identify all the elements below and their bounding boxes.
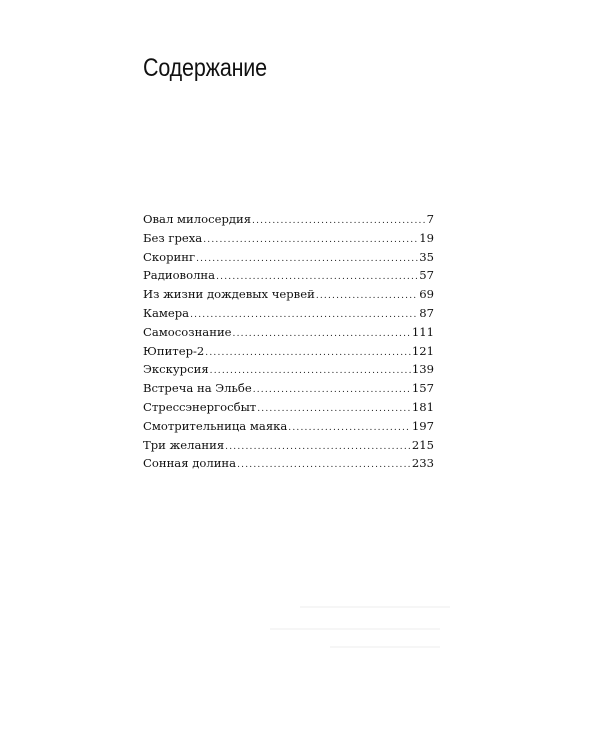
toc-leader-dots (205, 344, 411, 363)
toc-entry-title: Без греха (143, 230, 203, 245)
toc-entry-page: 19 (419, 230, 434, 245)
show-through-mark (270, 628, 440, 630)
toc-entry-title: Сонная долина (143, 456, 237, 471)
toc-entry-title: Экскурсия (143, 362, 209, 377)
toc-leader-dots (237, 456, 411, 475)
toc-entry-title: Встреча на Эльбе (143, 381, 252, 396)
toc-entry-page: 215 (411, 437, 434, 452)
toc-entry-title: Три желания (143, 437, 225, 452)
toc-leader-dots (203, 231, 418, 250)
toc-leader-dots (233, 325, 411, 344)
toc-entry-title: Из жизни дождевых червей (143, 287, 315, 302)
toc-entry-title: Камера (143, 305, 190, 320)
toc-entry-page: 87 (419, 305, 434, 320)
toc-entry (143, 323, 434, 342)
table-of-contents (143, 210, 434, 473)
toc-entry-page: 121 (411, 343, 434, 358)
toc-entry (143, 229, 434, 248)
show-through-mark (300, 606, 450, 608)
toc-entry-title: Стрессэнергосбыт (143, 399, 257, 414)
toc-entry (143, 248, 434, 267)
toc-entry-title: Овал милосердия (143, 212, 252, 226)
toc-leader-dots (316, 287, 418, 306)
toc-entry (143, 360, 434, 379)
toc-leader-dots (288, 419, 411, 438)
toc-entry-title: Скоринг (143, 249, 196, 264)
toc-entry-title: Юпитер-2 (143, 343, 205, 358)
toc-leader-dots (196, 250, 418, 269)
toc-entry-page: 233 (411, 456, 434, 471)
toc-entry-page: 57 (419, 268, 434, 283)
toc-entry (143, 210, 434, 229)
toc-entry (143, 266, 434, 285)
toc-entry (143, 304, 434, 323)
toc-entry (143, 379, 434, 398)
toc-entry (143, 454, 434, 473)
toc-entry-title: Самосознание (143, 324, 232, 339)
toc-leader-dots (252, 212, 426, 231)
toc-entry-page: 139 (411, 362, 434, 377)
toc-entry (143, 285, 434, 304)
toc-entry-page: 111 (411, 324, 434, 339)
toc-entry (143, 417, 434, 436)
toc-entry-page: 69 (419, 287, 434, 302)
page-title: Содержание (143, 54, 267, 82)
toc-entry-title: Радиоволна (143, 268, 216, 283)
toc-entry-title: Смотрительница маяка (143, 418, 288, 433)
toc-entry-page: 197 (411, 418, 434, 433)
toc-entry-page: 7 (426, 212, 434, 226)
toc-leader-dots (225, 438, 411, 457)
show-through-mark (330, 646, 440, 648)
toc-entry (143, 342, 434, 361)
toc-entry-page: 157 (411, 381, 434, 396)
toc-entry-page: 181 (411, 399, 434, 414)
toc-leader-dots (253, 381, 411, 400)
toc-entry (143, 398, 434, 417)
toc-entry-page: 35 (419, 249, 434, 264)
toc-entry (143, 436, 434, 455)
